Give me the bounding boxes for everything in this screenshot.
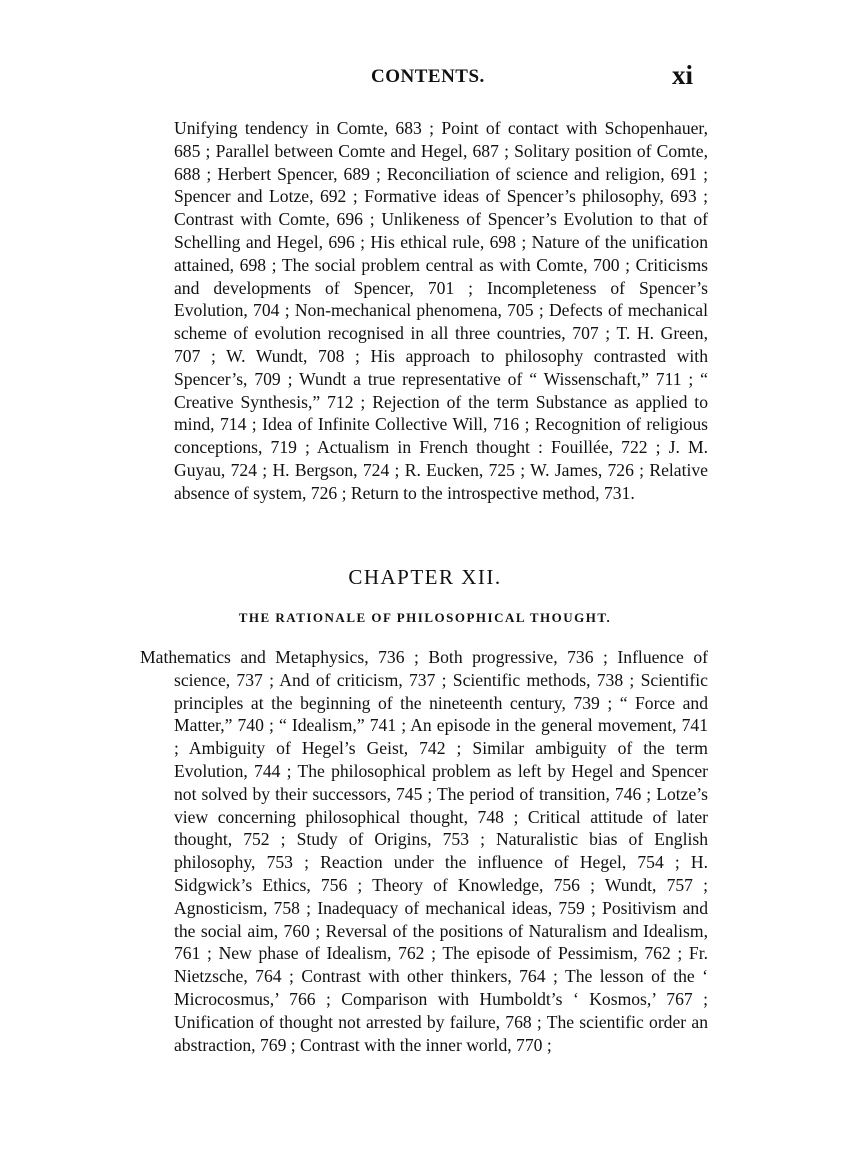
chapter-subtitle: THE RATIONALE OF PHILOSOPHICAL THOUGHT. bbox=[238, 610, 612, 625]
chapter-xi-summary-continued bbox=[140, 117, 708, 505]
summary-paragraph: Mathematics and Metaphysics, 736 ; Both progressive, 736 ; Influence of science, 737 ; And of criticism, 737 ; Scientific methods, 738 ; Scientific principles at the beginning of the nineteenth century, 739 ; “ Force and Matter,” 740 ; “ Idealism,” 741 ; An episode in the general movement, 741 ; Ambiguity of Hegel’s Geist, 742 ; Similar ambiguity of the term Evolution, 744 ; The philosophical problem as left by Hegel and Spencer not solved by their successors, 745 ; The period of transition, 746 ; Lotze’s view concerning philosophical thought, 748 ; Critical attitude of later thought, 752 ; Study of Origins, 753 ; Naturalistic bias of English philosophy, 753 ; Reaction under the influence of Hegel, 754 ; H. Sidgwick’s Ethics, 756 ; Theory of Knowledge, 756 ; Wundt, 757 ; Agnosticism, 758 ; Inadequacy of mechanical ideas, 759 ; Positivism and the social aim, 760 ; Reversal of the positions of Naturalism and Idealism, 761 ; New phase of Idealism, 762 ; The episode of Pessimism, 762 ; Fr. Nietzsche, 764 ; Contrast with other thinkers, 764 ; The lesson of the ‘ Microcosmus,’ 766 ; Comparison with Humboldt’s ‘ Kosmos,’ 767 ; Unification of thought not arrested by failure, 768 ; The scientific order an abstraction, 769 ; Contrast with the inner world, 770 ; bbox=[140, 647, 708, 1055]
chapter-xii-summary bbox=[140, 646, 708, 1056]
summary-paragraph: Unifying tendency in Comte, 683 ; Point of contact with Schopenhauer, 685 ; Parallel between Comte and Hegel, 687 ; Solitary position of Comte, 688 ; Herbert Spencer, 689 ; Reconciliation of science and religion, 691 ; Spencer and Lotze, 692 ; Formative ideas of Spencer’s philosophy, 693 ; Contrast with Comte, 696 ; Unlikeness of Spencer’s Evolution to that of Schelling and Hegel, 696 ; His ethical rule, 698 ; Nature of the unification attained, 698 ; The social problem central as with Comte, 700 ; Criticisms and developments of Spencer, 701 ; Incompleteness of Spencer’s Evolution, 704 ; Non-mechanical phenomena, 705 ; Defects of mechanical scheme of evolution recognised in all three countries, 707 ; T. H. Green, 707 ; W. Wundt, 708 ; His approach to philosophy contrasted with Spencer’s, 709 ; Wundt a true representative of “ Wissenschaft,” 711 ; “ Creative Synthesis,” 712 ; Rejection of the term Substance as applied to mind, 714 ; Idea of Infinite Collective Will, 716 ; Recognition of religious conceptions, 719 ; Actualism in French thought : Fouillée, 722 ; J. M. Guyau, 724 ; H. Bergson, 724 ; R. Eucken, 725 ; W. James, 726 ; Relative absence of system, 726 ; Return to the introspective method, 731. bbox=[174, 118, 708, 503]
running-head bbox=[0, 62, 850, 102]
page-number: xi bbox=[672, 60, 694, 90]
running-head-title: CONTENTS. bbox=[371, 66, 485, 87]
chapter-heading: CHAPTER XII. bbox=[348, 565, 502, 589]
